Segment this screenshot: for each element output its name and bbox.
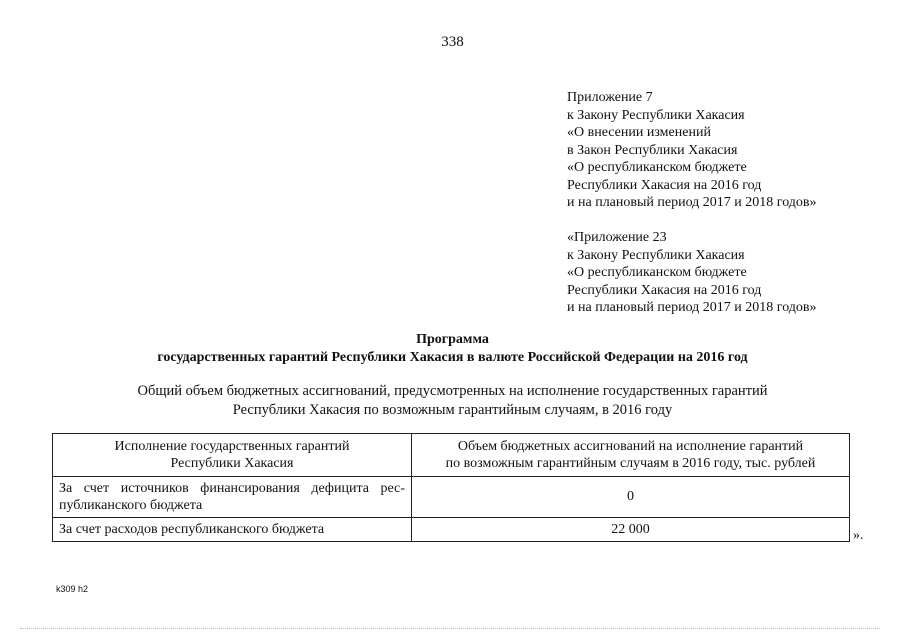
column-header-line: Объем бюджетных ассигнований на исполнение гарантий <box>457 439 804 454</box>
program-subtitle-line2: Республики Хакасия по возможным гарантийным случаям, в 2016 году <box>232 401 673 418</box>
table-header-row <box>53 434 850 477</box>
appendix-23-line: к Закону Республики Хакасия <box>567 247 745 263</box>
guarantees-table <box>52 433 850 542</box>
appendix-7-line: «О внесении изменений <box>567 125 711 140</box>
appendix-23-line: «Приложение 23 <box>567 230 667 245</box>
appendix-23-line: «О республиканском бюджете <box>567 265 747 280</box>
appendix-7-line: в Закон Республики Хакасия <box>567 142 738 158</box>
program-title <box>0 331 905 366</box>
program-subtitle <box>0 382 905 419</box>
appendix-7-block <box>567 89 817 212</box>
row-value: 0 <box>412 477 850 518</box>
row-label: За счет источников финансирования дефицита рес-публиканского бюджета <box>53 477 412 518</box>
closing-quote: ». <box>853 528 864 543</box>
column-header-line: Исполнение государственных гарантий <box>114 439 350 454</box>
program-title-line2: государственных гарантий Республики Хакасия в валюте Российской Федерации на 2016 год <box>157 349 748 365</box>
column-header-line: по возможным гарантийным случаям в 2016 году, тыс. рублей <box>445 456 816 471</box>
program-subtitle-line1: Общий объем бюджетных ассигнований, предусмотренных на исполнение государственных гарантий <box>137 383 768 399</box>
appendix-7-line: Республики Хакасия на 2016 год <box>567 177 762 193</box>
appendix-7-line: и на плановый период 2017 и 2018 годов» <box>567 195 817 210</box>
row-value: 22 000 <box>412 518 850 542</box>
column-header-amount <box>412 434 850 477</box>
appendix-7-line: к Закону Республики Хакасия <box>567 107 745 123</box>
footer-code: k309 h2 <box>56 584 89 594</box>
appendix-23-block <box>567 229 817 317</box>
appendix-23-line: Республики Хакасия на 2016 год <box>567 282 762 298</box>
table-row <box>53 477 850 518</box>
program-title-line1: Программа <box>416 332 489 347</box>
scan-edge-divider <box>20 628 880 629</box>
appendix-7-line: Приложение 7 <box>567 90 653 105</box>
page-number: 338 <box>441 34 464 50</box>
table-row <box>53 518 850 542</box>
row-label: За счет расходов республиканского бюджета <box>53 518 412 542</box>
column-header-guarantees <box>53 434 412 477</box>
appendix-23-line: и на плановый период 2017 и 2018 годов» <box>567 300 817 315</box>
column-header-line: Республики Хакасия <box>170 456 294 471</box>
appendix-7-line: «О республиканском бюджете <box>567 160 747 175</box>
